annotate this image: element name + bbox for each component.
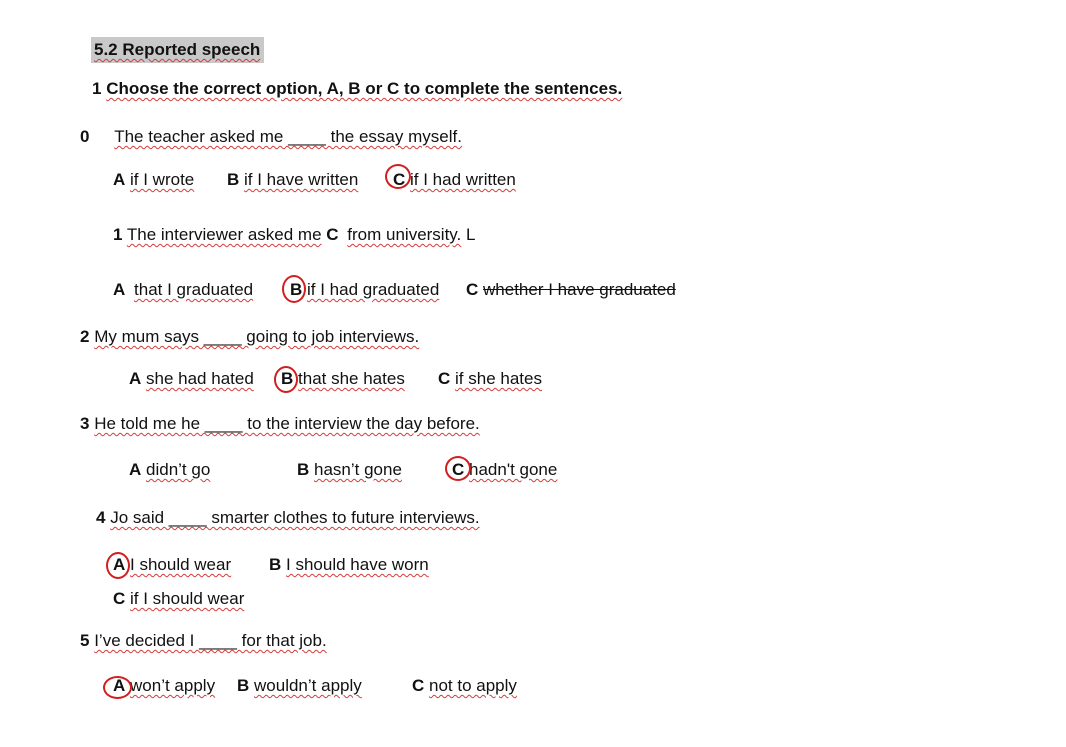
option-text: I should have worn <box>286 555 429 574</box>
option-letter: C <box>393 170 406 189</box>
option-text: if I have written <box>244 170 359 189</box>
option-letter: A <box>113 555 126 574</box>
q3-option-a[interactable] <box>129 460 210 480</box>
question-5 <box>80 631 327 651</box>
option-text: if I had written <box>410 170 516 189</box>
option-text: if she hates <box>455 369 542 388</box>
question-text: The interviewer asked me <box>126 225 322 244</box>
question-text: He told me he ____ to the interview the day before. <box>94 414 480 433</box>
question-text: I’ve decided I ____ for that job. <box>94 631 327 650</box>
trailing-mark: L <box>466 225 476 244</box>
option-letter: B <box>227 170 240 189</box>
question-3 <box>80 414 480 434</box>
option-text: hadn't gone <box>469 460 558 479</box>
option-letter: C <box>412 676 425 695</box>
q4-option-c[interactable] <box>113 589 244 609</box>
question-text: The teacher asked me ____ the essay myself. <box>114 127 462 146</box>
option-letter: C <box>438 369 451 388</box>
inline-answer-letter: C <box>326 225 339 244</box>
q5-option-c[interactable] <box>412 676 517 696</box>
option-text: I should wear <box>130 555 232 574</box>
q0-option-a[interactable] <box>113 170 194 190</box>
q5-option-a[interactable] <box>113 676 215 696</box>
option-letter: C <box>452 460 465 479</box>
option-letter: B <box>297 460 310 479</box>
q5-option-b[interactable] <box>237 676 362 696</box>
q0-option-c[interactable] <box>393 170 516 190</box>
option-letter: B <box>290 280 303 299</box>
option-text: whether I have graduated <box>483 280 676 299</box>
question-number: 0 <box>80 127 90 146</box>
question-text-end: from university. <box>347 225 462 244</box>
option-letter: A <box>129 460 142 479</box>
option-text: if I should wear <box>130 589 245 608</box>
q2-option-c[interactable] <box>438 369 542 389</box>
q1-option-a[interactable] <box>113 280 253 300</box>
question-0 <box>80 127 462 147</box>
q4-option-a[interactable] <box>113 555 231 575</box>
question-number: 4 <box>96 508 106 527</box>
option-letter: A <box>113 170 126 189</box>
option-text: that I graduated <box>134 280 254 299</box>
option-text: not to apply <box>429 676 517 695</box>
question-2 <box>80 327 419 347</box>
option-text: if I wrote <box>130 170 195 189</box>
instruction-number: 1 <box>92 79 102 98</box>
q3-option-c[interactable] <box>452 460 557 480</box>
question-text: Jo said ____ smarter clothes to future interviews. <box>110 508 480 527</box>
option-letter: A <box>113 280 126 299</box>
question-4 <box>96 508 480 528</box>
q0-option-b[interactable] <box>227 170 358 190</box>
question-number: 1 <box>113 225 123 244</box>
q1-option-c[interactable] <box>466 280 676 300</box>
q2-option-a[interactable] <box>129 369 254 389</box>
q4-option-b[interactable] <box>269 555 429 575</box>
question-number: 5 <box>80 631 90 650</box>
section-heading: 5.2 Reported speech <box>91 37 264 63</box>
option-text: if I had graduated <box>307 280 440 299</box>
option-text: she had hated <box>146 369 254 388</box>
option-letter: C <box>113 589 126 608</box>
option-letter: B <box>269 555 282 574</box>
instruction-text: Choose the correct option, A, B or C to complete the sentences. <box>106 79 623 98</box>
q2-option-b[interactable] <box>281 369 405 389</box>
option-letter: A <box>113 676 126 695</box>
option-text: wouldn’t apply <box>254 676 362 695</box>
question-text: My mum says ____ going to job interviews. <box>94 327 420 346</box>
question-1 <box>113 225 475 245</box>
option-letter: C <box>466 280 479 299</box>
q3-option-b[interactable] <box>297 460 402 480</box>
question-number: 3 <box>80 414 90 433</box>
option-letter: A <box>129 369 142 388</box>
instruction <box>92 79 622 99</box>
option-text: hasn’t gone <box>314 460 402 479</box>
option-text: won’t apply <box>130 676 216 695</box>
q1-option-b[interactable] <box>290 280 439 300</box>
question-number: 2 <box>80 327 90 346</box>
option-letter: B <box>281 369 294 388</box>
option-letter: B <box>237 676 250 695</box>
option-text: didn’t go <box>146 460 211 479</box>
option-text: that she hates <box>298 369 405 388</box>
